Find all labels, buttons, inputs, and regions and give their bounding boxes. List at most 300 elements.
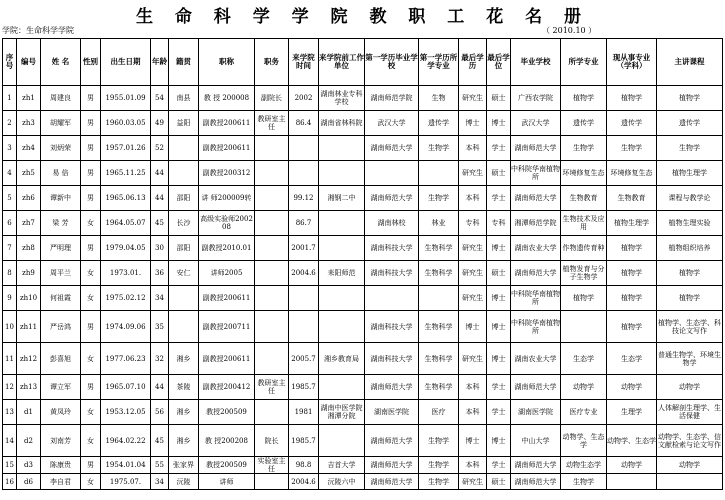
table-cell: 36 — [151, 261, 169, 286]
table-cell: 植物学 — [561, 286, 607, 311]
table-cell: 湖南农业大学 — [511, 343, 561, 375]
table-row — [3, 211, 723, 236]
table-cell: 医疗专业 — [561, 400, 607, 425]
table-cell: 56 — [151, 400, 169, 425]
table-cell: 湖南师范大学 — [511, 261, 561, 286]
table-cell — [289, 311, 319, 343]
table-cell: 生物学 — [657, 136, 723, 161]
table-cell: 研究生 — [459, 261, 487, 286]
table-cell: 湘乡 — [169, 400, 199, 425]
table-cell: 湖南师范大学 — [365, 136, 419, 161]
table-cell: 动物学 — [561, 375, 607, 400]
table-cell: 植物学 — [607, 311, 657, 343]
table-cell: 44 — [151, 375, 169, 400]
table-cell: 本科 — [459, 400, 487, 425]
table-cell: 生物学 — [561, 474, 607, 490]
table-cell: 男 — [81, 457, 101, 474]
table-cell: 1964.05.07 — [101, 211, 151, 236]
table-cell: 湖南师范大学 — [365, 425, 419, 457]
table-row — [3, 311, 723, 343]
table-cell: 研究生 — [459, 286, 487, 311]
table-cell: zh4 — [17, 136, 41, 161]
table-cell: 周建良 — [41, 86, 81, 111]
table-cell: 植物生理实验 — [657, 211, 723, 236]
table-cell: 湖南师范大学 — [365, 474, 419, 490]
table-cell — [289, 286, 319, 311]
table-cell: 2005.7 — [289, 343, 319, 375]
table-cell: 生态学 — [561, 343, 607, 375]
table-cell: 安仁 — [169, 261, 199, 286]
table-cell: 谭新中 — [41, 186, 81, 211]
header-cell: 主讲课程 — [657, 39, 723, 86]
table-cell — [169, 311, 199, 343]
table-cell: 86.7 — [289, 211, 319, 236]
table-cell: 4 — [3, 161, 17, 186]
table-cell: 湖南医学院 — [365, 400, 419, 425]
table-cell: 博士 — [459, 311, 487, 343]
table-cell: 湖南农业大学 — [511, 236, 561, 261]
table-cell: 博士 — [459, 425, 487, 457]
table-cell: 学士 — [487, 375, 511, 400]
table-cell: 实验室主任 — [255, 457, 289, 474]
table-cell: 湖南师范大学 — [511, 457, 561, 474]
table-cell — [255, 311, 289, 343]
table-cell: 生物教育 — [561, 186, 607, 211]
table-cell: 湘潭师范学院 — [511, 211, 561, 236]
table-cell: 教 授 200008 — [199, 86, 255, 111]
table-cell: 生物学 — [607, 136, 657, 161]
table-cell: zh13 — [17, 375, 41, 400]
table-cell: 陈康贵 — [41, 457, 81, 474]
table-cell: 生物学 — [419, 186, 459, 211]
table-cell: 1975.02.12 — [101, 286, 151, 311]
table-cell — [319, 425, 365, 457]
table-cell: 湖南省林科院 — [319, 111, 365, 136]
table-cell: 生物学 — [561, 136, 607, 161]
table-cell: 2004.6 — [289, 261, 319, 286]
header-cell: 职称 — [199, 39, 255, 86]
table-cell: 1965.11.25 — [101, 161, 151, 186]
table-cell: 30 — [151, 236, 169, 261]
table-cell: 男 — [81, 161, 101, 186]
table-cell: 植物生理学 — [657, 161, 723, 186]
table-row — [3, 425, 723, 457]
table-cell: 彭喜旭 — [41, 343, 81, 375]
header-cell: 姓 名 — [41, 39, 81, 86]
header-cell: 第一学历毕业学校 — [365, 39, 419, 86]
table-cell — [319, 211, 365, 236]
table-cell: 13 — [3, 400, 17, 425]
table-cell: 湖南医学院 — [511, 400, 561, 425]
table-cell: 学士 — [487, 186, 511, 211]
table-cell: 湖南师范大学 — [511, 474, 561, 490]
header-row — [3, 39, 723, 86]
staff-table — [2, 38, 723, 490]
table-cell: 男 — [81, 311, 101, 343]
table-cell: 博士 — [487, 425, 511, 457]
table-cell: 湖南科技大学 — [365, 311, 419, 343]
table-cell — [319, 286, 365, 311]
table-cell: 男 — [81, 86, 101, 111]
table-cell: zh1 — [17, 86, 41, 111]
table-cell: 动物学、生态学 — [607, 425, 657, 457]
table-cell — [255, 261, 289, 286]
table-cell: 何祖霞 — [41, 286, 81, 311]
table-cell: 周平兰 — [41, 261, 81, 286]
table-cell: 教授200509 — [199, 400, 255, 425]
table-cell: 9 — [3, 286, 17, 311]
table-cell: 生物技术及应用 — [561, 211, 607, 236]
table-cell: 35 — [151, 311, 169, 343]
table-cell — [561, 311, 607, 343]
table-cell: 专科 — [487, 211, 511, 236]
table-cell: zh9 — [17, 261, 41, 286]
table-cell: 动物学、生态学、信文献检索与论文写作 — [657, 425, 723, 457]
table-cell: 研究生 — [459, 161, 487, 186]
table-cell: 生物学 — [419, 136, 459, 161]
table-cell: 硕士 — [487, 474, 511, 490]
table-cell: 植物学、生态学、科技论文写作 — [657, 311, 723, 343]
table-cell: 34 — [151, 286, 169, 311]
table-cell: 本科 — [459, 186, 487, 211]
table-cell: 1953.12.05 — [101, 400, 151, 425]
table-cell: 博士 — [487, 111, 511, 136]
table-cell: 研究生 — [459, 474, 487, 490]
table-row — [3, 136, 723, 161]
table-cell: 长沙 — [169, 211, 199, 236]
table-cell: 副教授200611 — [199, 136, 255, 161]
table-cell: 1975.07. — [101, 474, 151, 490]
table-cell: 45 — [151, 211, 169, 236]
table-row — [3, 375, 723, 400]
table-cell: 女 — [81, 425, 101, 457]
table-cell: 15 — [3, 457, 17, 474]
table-cell: 讲师2005 — [199, 261, 255, 286]
table-cell: zh11 — [17, 311, 41, 343]
table-cell: 副教授2010.01 — [199, 236, 255, 261]
table-cell: 院长 — [255, 425, 289, 457]
table-cell: zh5 — [17, 161, 41, 186]
table-cell: 49 — [151, 111, 169, 136]
table-cell — [657, 474, 723, 490]
table-cell: 植物学 — [607, 86, 657, 111]
table-cell: 广西农学院 — [511, 86, 561, 111]
table-cell: 副院长 — [255, 86, 289, 111]
table-cell: 沅陵 — [169, 474, 199, 490]
table-cell — [255, 136, 289, 161]
header-cell: 最后学位 — [487, 39, 511, 86]
table-cell — [419, 161, 459, 186]
table-cell: 生理学 — [607, 400, 657, 425]
table-cell: 植物学 — [657, 261, 723, 286]
table-cell: 刘南芳 — [41, 425, 81, 457]
table-cell: 湘钢二中 — [319, 186, 365, 211]
table-cell — [319, 375, 365, 400]
table-cell: 教研室主任 — [255, 375, 289, 400]
table-cell: 中科院华南植物所 — [511, 161, 561, 186]
table-cell: 44 — [151, 186, 169, 211]
table-cell: zh6 — [17, 186, 41, 211]
header-cell: 来学院前工作单位 — [319, 39, 365, 86]
table-cell: 男 — [81, 111, 101, 136]
table-cell: 湖南林校 — [365, 211, 419, 236]
table-cell: 武汉大学 — [365, 111, 419, 136]
table-cell: 女 — [81, 286, 101, 311]
table-cell: 湘乡 — [169, 343, 199, 375]
table-cell — [255, 474, 289, 490]
table-cell: 博士 — [487, 311, 511, 343]
table-cell: 研究生 — [459, 343, 487, 375]
table-cell: 植物学 — [657, 286, 723, 311]
table-cell: 遗传学 — [657, 111, 723, 136]
table-cell: 2002 — [289, 86, 319, 111]
table-cell: 1979.04.05 — [101, 236, 151, 261]
table-cell: 邵阳 — [169, 186, 199, 211]
table-cell: 动物学 — [657, 457, 723, 474]
table-cell: d1 — [17, 400, 41, 425]
table-cell: 14 — [3, 425, 17, 457]
table-cell: 研究生 — [459, 236, 487, 261]
table-cell: 男 — [81, 236, 101, 261]
table-cell: 中山大学 — [511, 425, 561, 457]
table-cell: 中科院华南植物所 — [511, 286, 561, 311]
table-cell: 女 — [81, 343, 101, 375]
table-cell: 生物学 — [419, 457, 459, 474]
table-cell — [419, 286, 459, 311]
table-cell: 沅陵六中 — [319, 474, 365, 490]
table-cell: 湘乡 — [169, 425, 199, 457]
table-cell: 1973.01. — [101, 261, 151, 286]
table-cell: 1960.03.05 — [101, 111, 151, 136]
table-cell: 1955.01.09 — [101, 86, 151, 111]
table-cell: 教 授200208 — [199, 425, 255, 457]
table-cell: 生物科学 — [419, 236, 459, 261]
table-cell: 女 — [81, 261, 101, 286]
table-cell: 湖南中医学院湘潭分院 — [319, 400, 365, 425]
table-row — [3, 400, 723, 425]
college-label: 学院： — [2, 26, 26, 35]
table-cell: 植物发育与分子生物学 — [561, 261, 607, 286]
table-cell: 1965.07.10 — [101, 375, 151, 400]
table-row — [3, 457, 723, 474]
table-cell: 胡耀军 — [41, 111, 81, 136]
table-cell: 动物学、生态学 — [561, 425, 607, 457]
table-cell: 副教授200611 — [199, 286, 255, 311]
table-cell: 动物学 — [607, 457, 657, 474]
table-cell: 谭立军 — [41, 375, 81, 400]
table-cell: 湖南师范大学 — [365, 457, 419, 474]
table-cell: 女 — [81, 211, 101, 236]
table-cell: 吉首大学 — [319, 457, 365, 474]
table-cell: 讲 师200009转 — [199, 186, 255, 211]
table-cell: 湖南师范大学 — [365, 375, 419, 400]
table-cell: 博士 — [459, 111, 487, 136]
table-cell: 52 — [151, 136, 169, 161]
table-cell: 男 — [81, 375, 101, 400]
table-cell — [365, 286, 419, 311]
table-cell: 植物生理学 — [607, 211, 657, 236]
table-cell: 湘乡教育局 — [319, 343, 365, 375]
table-cell: 武汉大学 — [511, 111, 561, 136]
table-cell — [319, 236, 365, 261]
table-row — [3, 343, 723, 375]
table-cell: 学士 — [487, 400, 511, 425]
table-cell: 环境修复生态 — [607, 161, 657, 186]
table-cell — [289, 136, 319, 161]
table-row — [3, 111, 723, 136]
table-cell: 学士 — [487, 136, 511, 161]
table-cell: 讲师 — [199, 474, 255, 490]
table-cell: 86.4 — [289, 111, 319, 136]
table-cell: 12 — [3, 375, 17, 400]
table-cell: 湖南师范大学 — [511, 136, 561, 161]
table-cell: zh12 — [17, 343, 41, 375]
table-cell: 遗传学 — [607, 111, 657, 136]
table-cell: 植物学 — [561, 86, 607, 111]
table-cell: zh8 — [17, 236, 41, 261]
table-cell: 植物学 — [607, 261, 657, 286]
table-cell — [289, 161, 319, 186]
table-cell: 男 — [81, 136, 101, 161]
table-cell: 研究生 — [459, 86, 487, 111]
header-cell: 最后学历 — [459, 39, 487, 86]
header-cell: 现从事专业（学科） — [607, 39, 657, 86]
table-cell: 1957.01.26 — [101, 136, 151, 161]
table-cell: 严岳鸿 — [41, 311, 81, 343]
table-cell: 55 — [151, 457, 169, 474]
table-cell: 本科 — [459, 457, 487, 474]
table-cell: 遗传学 — [561, 111, 607, 136]
table-cell — [365, 161, 419, 186]
table-cell: 44 — [151, 161, 169, 186]
header-cell: 年龄 — [151, 39, 169, 86]
table-row — [3, 86, 723, 111]
table-cell: 1974.09.06 — [101, 311, 151, 343]
table-cell: 1985.7 — [289, 375, 319, 400]
table-cell: 本科 — [459, 375, 487, 400]
table-cell: 生物科学 — [419, 261, 459, 286]
table-cell — [607, 474, 657, 490]
table-cell: 茶陵 — [169, 375, 199, 400]
table-cell: 生物学 — [419, 474, 459, 490]
table-cell: 副教授200412 — [199, 375, 255, 400]
table-cell: 作物遗传育种 — [561, 236, 607, 261]
table-cell: 99.12 — [289, 186, 319, 211]
header-cell: 编号 — [17, 39, 41, 86]
table-cell: 湖南科技大学 — [365, 261, 419, 286]
table-cell: 动物学 — [657, 375, 723, 400]
college-info — [2, 25, 74, 36]
table-cell: 学士 — [487, 457, 511, 474]
table-cell: 副教授200611 — [199, 343, 255, 375]
table-cell: 8 — [3, 261, 17, 286]
table-cell: 教授200509 — [199, 457, 255, 474]
table-cell: 1964.02.22 — [101, 425, 151, 457]
table-cell: 耒阳师范 — [319, 261, 365, 286]
table-cell: 生物 — [419, 86, 459, 111]
table-cell — [255, 400, 289, 425]
table-cell: 生物科学 — [419, 311, 459, 343]
table-body — [3, 86, 723, 490]
header-cell: 第一学历所学专业 — [419, 39, 459, 86]
table-cell: 博士 — [487, 343, 511, 375]
table-cell: 98.8 — [289, 457, 319, 474]
table-cell: 植物组织培养 — [657, 236, 723, 261]
table-cell: 湖南师范大学 — [511, 375, 561, 400]
table-cell: 张家界 — [169, 457, 199, 474]
table-cell: 中科院华南植物所 — [511, 311, 561, 343]
table-cell: 高级实验师200208 — [199, 211, 255, 236]
table-cell — [255, 286, 289, 311]
table-cell: 2001.7 — [289, 236, 319, 261]
table-cell: 5 — [3, 186, 17, 211]
table-cell: 1985.7 — [289, 425, 319, 457]
table-cell: 医疗 — [419, 400, 459, 425]
table-cell: 副教授200312 — [199, 161, 255, 186]
table-cell: d3 — [17, 457, 41, 474]
table-cell — [255, 161, 289, 186]
table-cell — [319, 311, 365, 343]
table-cell: 动物学 — [607, 375, 657, 400]
table-cell: zh3 — [17, 111, 41, 136]
table-cell: 7 — [3, 236, 17, 261]
report-date: （ 2010.10 ） — [542, 26, 597, 35]
table-cell: 人体解剖生理学、生活保健 — [657, 400, 723, 425]
table-cell: 南县 — [169, 86, 199, 111]
header-cell: 来学院时间 — [289, 39, 319, 86]
table-cell — [319, 136, 365, 161]
table-row — [3, 236, 723, 261]
table-cell: 环境修复生态 — [561, 161, 607, 186]
table-cell: 普通生物学、环境生物学 — [657, 343, 723, 375]
table-cell: 6 — [3, 211, 17, 236]
table-cell: 严明理 — [41, 236, 81, 261]
table-row — [3, 186, 723, 211]
table-cell: 副教授200611 — [199, 111, 255, 136]
table-cell — [319, 161, 365, 186]
table-cell: 林业 — [419, 211, 459, 236]
table-cell: 邵阳 — [169, 236, 199, 261]
header-cell: 毕业学校 — [511, 39, 561, 86]
table-cell — [255, 343, 289, 375]
table-cell: 16 — [3, 474, 17, 490]
table-cell — [169, 286, 199, 311]
table-cell: 湖南林业专科学校 — [319, 86, 365, 111]
table-cell: 益阳 — [169, 111, 199, 136]
table-cell: d6 — [17, 474, 41, 490]
table-cell: 本科 — [459, 136, 487, 161]
table-cell: 1954.01.04 — [101, 457, 151, 474]
table-cell: 1965.06.13 — [101, 186, 151, 211]
header-cell: 所学专业 — [561, 39, 607, 86]
table-cell: 动物生态学 — [561, 457, 607, 474]
table-cell: 副教授200711 — [199, 311, 255, 343]
table-cell: 硕士 — [487, 161, 511, 186]
table-cell: 男 — [81, 186, 101, 211]
table-cell: 生物科学 — [419, 375, 459, 400]
table-cell: 梁 芳 — [41, 211, 81, 236]
table-cell: zh10 — [17, 286, 41, 311]
table-cell — [255, 186, 289, 211]
table-cell: 湖南师范学院 — [365, 86, 419, 111]
table-cell: 教研室主任 — [255, 111, 289, 136]
table-cell: 生物学 — [419, 425, 459, 457]
table-cell: 34 — [151, 474, 169, 490]
table-cell: 32 — [151, 343, 169, 375]
table-row — [3, 286, 723, 311]
table-row — [3, 161, 723, 186]
header-cell: 出生日期 — [101, 39, 151, 86]
